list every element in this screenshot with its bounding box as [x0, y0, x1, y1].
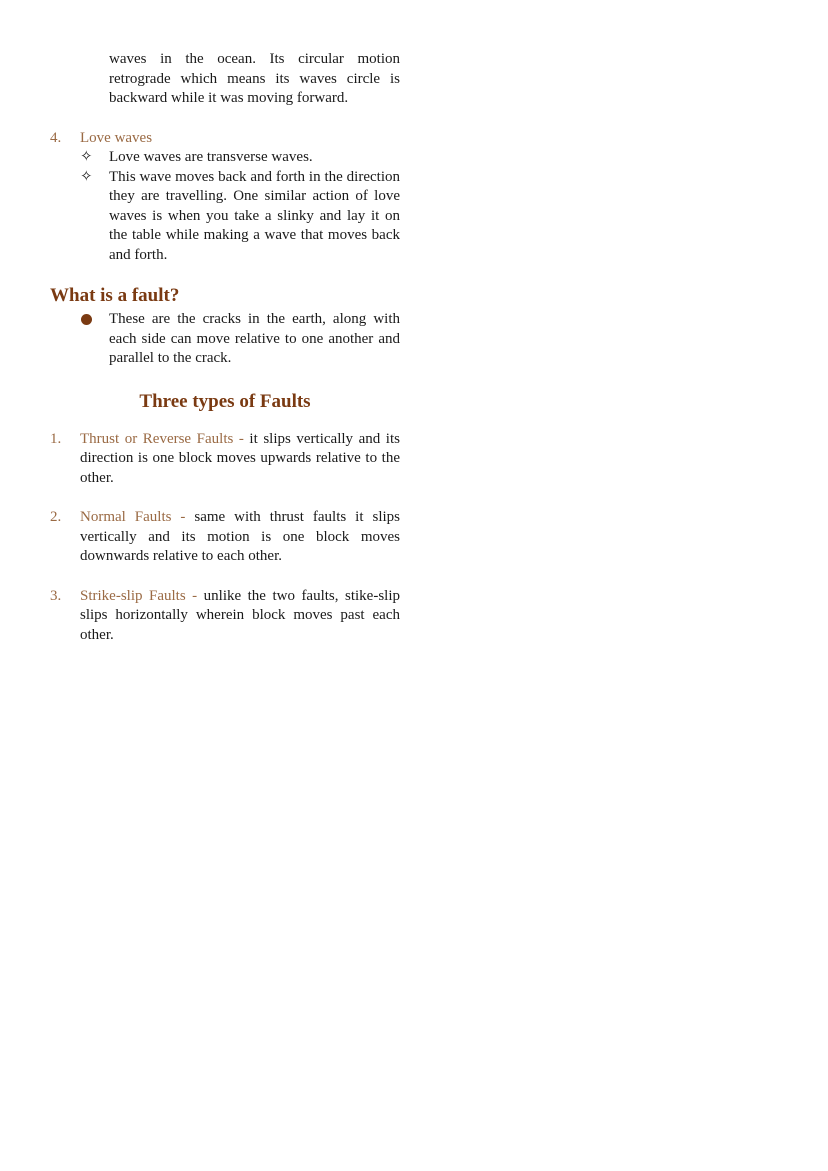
- star-bullet-icon: ✧: [80, 168, 93, 185]
- bullet-text: Love waves are transverse waves.: [109, 149, 313, 165]
- fault-type-item: [50, 587, 400, 646]
- fault-type-number: 1.: [50, 430, 62, 447]
- fault-heading: What is a fault?: [50, 285, 180, 306]
- fault-type-description: unlike the two faults, stike-slip slips horizontally wherein block moves past each other.: [80, 587, 401, 643]
- love-waves-title: Love waves: [80, 129, 153, 146]
- fault-bullet: [80, 310, 400, 369]
- fault-type-text: [80, 587, 400, 646]
- fault-type-item: [50, 508, 400, 567]
- dot-bullet-icon: [80, 310, 109, 369]
- fault-type-description: it slips vertically and its direction is one block moves upwards relative to the other.: [80, 430, 400, 486]
- fault-type-number: 3.: [50, 587, 62, 604]
- fault-type-item: [50, 430, 400, 489]
- fault-type-description: same with thrust faults it slips vertically and its motion is one block moves downwards relative to each other.: [80, 509, 400, 564]
- love-waves-bullet-2: [80, 168, 400, 266]
- page-content: [50, 50, 400, 645]
- love-waves-item: [50, 129, 400, 149]
- fault-type-text: [80, 508, 400, 567]
- continuation-paragraph: waves in the ocean. Its circular motion retrograde which means its waves circle is backward while it was moving forward.: [109, 51, 400, 106]
- star-bullet-icon: ✧: [80, 149, 93, 165]
- fault-bullet-text: These are the cracks in the earth, along with each side can move relative to one another and parallel to the crack.: [109, 311, 400, 366]
- fault-type-text: [80, 430, 400, 489]
- fault-type-term: Normal Faults -: [80, 509, 186, 525]
- fault-type-term: Strike-slip Faults -: [80, 587, 198, 604]
- fault-type-term: Thrust or Reverse Faults -: [80, 430, 244, 447]
- bullet-text: This wave moves back and forth in the direction they are travelling. One similar action of love waves is when you take a slinky and lay it on the table while making a wave that moves back and forth.: [109, 168, 400, 263]
- types-heading: Three types of Faults: [139, 390, 311, 412]
- fault-type-number: 2.: [50, 509, 62, 525]
- love-waves-number: 4.: [50, 129, 62, 146]
- love-waves-bullet-1: [80, 148, 400, 168]
